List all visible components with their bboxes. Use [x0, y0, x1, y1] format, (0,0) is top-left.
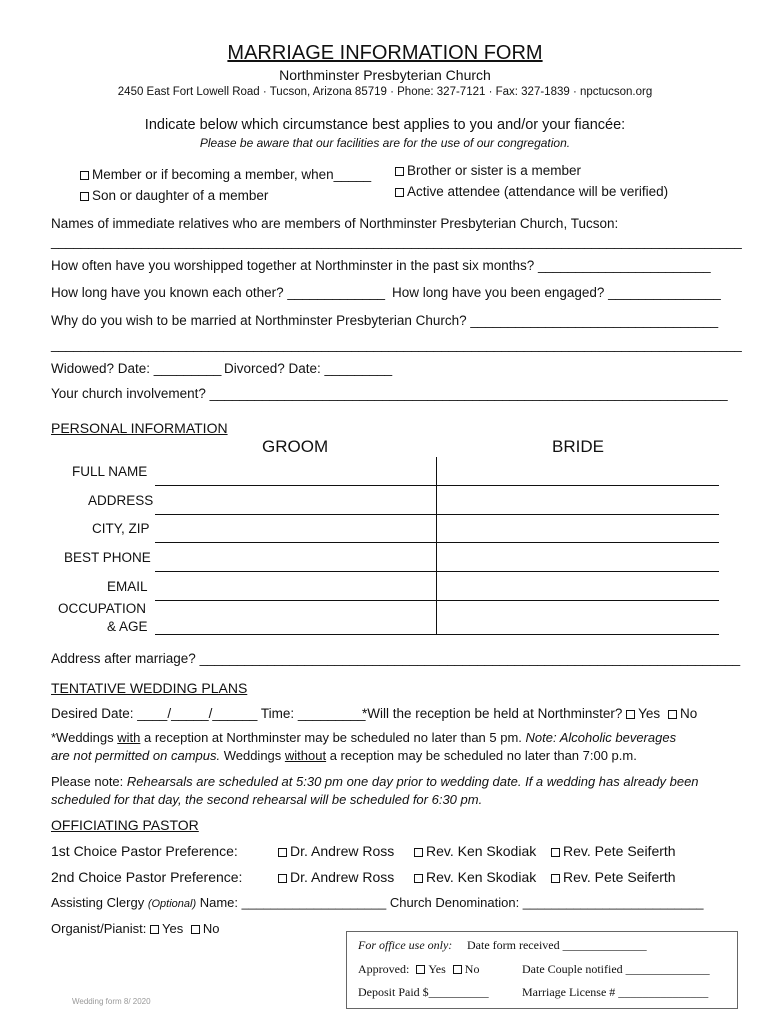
personal-info-heading: PERSONAL INFORMATION — [51, 420, 228, 436]
assisting-clergy[interactable] — [51, 895, 704, 910]
pastor-option-label: Dr. Andrew Ross — [290, 843, 395, 859]
option-member-label: Member or if becoming a member, when_____ — [92, 167, 372, 182]
checkbox-icon — [278, 874, 287, 883]
organist-no[interactable] — [191, 921, 220, 936]
field-label-best-phone: BEST PHONE — [64, 550, 151, 565]
clergy-optional: (Optional) — [147, 898, 197, 910]
second-choice-ross[interactable] — [278, 869, 394, 885]
checkbox-icon — [668, 710, 677, 719]
note-text: a reception may be scheduled no later than 7:00 p.m. — [326, 748, 637, 763]
field-label-address: ADDRESS — [88, 493, 154, 508]
engaged-question[interactable]: How long have you been engaged? _______________ — [392, 285, 721, 300]
date-form-received[interactable]: Date form received ______________ — [467, 938, 647, 952]
reception-note-line2 — [51, 748, 637, 763]
pastor-option-label: Rev. Pete Seiferth — [563, 843, 676, 859]
rehearsal-note-line2: scheduled for that day, the second rehearsal will be scheduled for 6:30 pm. — [51, 792, 483, 807]
organist-yes-label: Yes — [162, 921, 184, 936]
checkbox-icon — [414, 874, 423, 883]
address-after-marriage[interactable]: Address after marriage? ________________________________________________________________________ — [51, 651, 741, 666]
instruction-text: Indicate below which circumstance best applies to you and/or your fiancée: — [144, 117, 626, 133]
office-use-label: For office use only: — [358, 938, 453, 952]
checkbox-icon — [414, 848, 423, 857]
column-divider — [436, 457, 437, 634]
first-choice-seiferth[interactable] — [551, 843, 676, 859]
form-version: Wedding form 8/ 2020 — [72, 997, 151, 1006]
checkbox-icon — [395, 188, 404, 197]
date-couple-notified[interactable]: Date Couple notified ______________ — [522, 962, 710, 976]
note-with: with — [117, 730, 141, 745]
pastor-option-label: Rev. Ken Skodiak — [426, 843, 537, 859]
full-name-line[interactable] — [155, 485, 719, 486]
approved-label: Approved: — [358, 962, 410, 976]
bride-column-heading: BRIDE — [552, 437, 604, 456]
reception-note-line1 — [51, 730, 676, 745]
first-choice-skodiak[interactable] — [414, 843, 536, 859]
form-title: MARRIAGE INFORMATION FORM — [227, 42, 543, 64]
note-without: without — [284, 748, 327, 763]
organist-label: Organist/Pianist: — [51, 921, 147, 936]
checkbox-icon — [551, 848, 560, 857]
checkbox-icon — [416, 965, 425, 974]
note-text: Please note: — [51, 774, 127, 789]
clergy-label: Assisting Clergy — [51, 895, 148, 910]
field-label-age: & AGE — [107, 619, 148, 634]
why-answer-line[interactable]: ____________________________________________________________________________________________ — [51, 337, 742, 352]
checkbox-icon — [278, 848, 287, 857]
checkbox-icon — [551, 874, 560, 883]
widowed-date[interactable]: Widowed? Date: _________ — [51, 361, 222, 376]
rehearsal-note: Rehearsals are scheduled at 5:30 pm one day prior to wedding date. If a wedding has already been — [126, 774, 699, 789]
checkbox-icon — [80, 171, 89, 180]
checkbox-icon — [150, 925, 159, 934]
option-attendee-label: Active attendee (attendance will be verified) — [407, 184, 669, 199]
approved-no[interactable] — [453, 962, 480, 976]
checkbox-icon — [626, 710, 635, 719]
organist-no-label: No — [202, 921, 220, 936]
field-label-occupation: OCCUPATION — [58, 601, 147, 616]
checkbox-icon — [395, 167, 404, 176]
clergy-fields: Name: ____________________ Church Denomination: _________________________ — [196, 895, 704, 910]
officiating-pastor-heading: OFFICIATING PASTOR — [51, 817, 199, 833]
relatives-answer-line[interactable]: ____________________________________________________________________________________________ — [51, 234, 742, 249]
occupation-age-line[interactable] — [155, 634, 719, 635]
congregation-note: Please be aware that our facilities are for the use of our congregation. — [199, 136, 571, 150]
reception-question-label: *Will the reception be held at Northminster? — [362, 706, 623, 721]
divorced-date[interactable]: Divorced? Date: _________ — [224, 361, 393, 376]
reception-yes-label: Yes — [638, 706, 661, 721]
city-zip-line[interactable] — [155, 542, 719, 543]
second-choice-label: 2nd Choice Pastor Preference: — [51, 869, 243, 885]
approved-yes-label: Yes — [428, 962, 446, 976]
option-child-label: Son or daughter of a member — [92, 188, 269, 203]
church-involvement[interactable]: Your church involvement? _____________________________________________________________________ — [51, 386, 728, 401]
option-sibling-label: Brother or sister is a member — [407, 163, 582, 178]
known-question[interactable]: How long have you known each other? _____________ — [51, 285, 386, 300]
second-choice-seiferth[interactable] — [551, 869, 676, 885]
approved-yes[interactable] — [416, 962, 445, 976]
email-line[interactable] — [155, 600, 719, 601]
marriage-license[interactable]: Marriage License # _______________ — [522, 985, 709, 999]
option-child-of-member[interactable] — [80, 188, 268, 203]
note-text: *Weddings — [51, 730, 118, 745]
first-choice-label: 1st Choice Pastor Preference: — [51, 843, 238, 859]
best-phone-line[interactable] — [155, 571, 719, 572]
approved-no-label: No — [464, 962, 480, 976]
office-use-box — [346, 931, 738, 1009]
option-sibling[interactable] — [395, 163, 581, 178]
reception-question — [362, 706, 697, 721]
option-member[interactable] — [80, 167, 371, 182]
pastor-option-label: Rev. Ken Skodiak — [426, 869, 537, 885]
reception-no[interactable] — [668, 706, 697, 721]
field-label-full-name: FULL NAME — [72, 464, 148, 479]
rehearsal-note-line1 — [51, 774, 699, 789]
organist-question — [51, 921, 219, 936]
church-name: Northminster Presbyterian Church — [279, 67, 491, 83]
alcohol-note-cont: are not permitted on campus. — [51, 748, 221, 763]
groom-column-heading: GROOM — [262, 437, 329, 456]
worship-question[interactable]: How often have you worshipped together at Northminster in the past six months? _______________________ — [51, 258, 711, 273]
reception-no-label: No — [679, 706, 698, 721]
field-label-city-zip: CITY, ZIP — [92, 521, 150, 536]
field-label-email: EMAIL — [107, 579, 148, 594]
address-line[interactable] — [155, 514, 719, 515]
desired-date-time[interactable]: Desired Date: ____/_____/______ Time: _________ — [51, 706, 366, 721]
why-question[interactable]: Why do you wish to be married at Northminster Presbyterian Church? _________________________________ — [51, 313, 719, 328]
checkbox-icon — [191, 925, 200, 934]
pastor-option-label: Dr. Andrew Ross — [290, 869, 395, 885]
note-text: a reception at Northminster may be scheduled no later than 5 pm. — [140, 730, 526, 745]
organist-yes[interactable] — [150, 921, 183, 936]
relatives-question: Names of immediate relatives who are members of Northminster Presbyterian Church, Tucson: — [51, 216, 619, 231]
approved-field — [358, 962, 479, 977]
checkbox-icon — [453, 965, 462, 974]
checkbox-icon — [80, 192, 89, 201]
second-choice-skodiak[interactable] — [414, 869, 536, 885]
option-attendee[interactable] — [395, 184, 668, 199]
reception-yes[interactable] — [626, 706, 660, 721]
pastor-option-label: Rev. Pete Seiferth — [563, 869, 676, 885]
first-choice-ross[interactable] — [278, 843, 394, 859]
deposit-paid[interactable]: Deposit Paid $__________ — [358, 985, 489, 999]
alcohol-note: Note: Alcoholic beverages — [525, 730, 677, 745]
wedding-plans-heading: TENTATIVE WEDDING PLANS — [51, 680, 248, 696]
church-address: 2450 East Fort Lowell Road · Tucson, Arizona 85719 · Phone: 327-7121 · Fax: 327-1839 · npctucson.org — [117, 86, 653, 98]
note-text: Weddings — [220, 748, 285, 763]
